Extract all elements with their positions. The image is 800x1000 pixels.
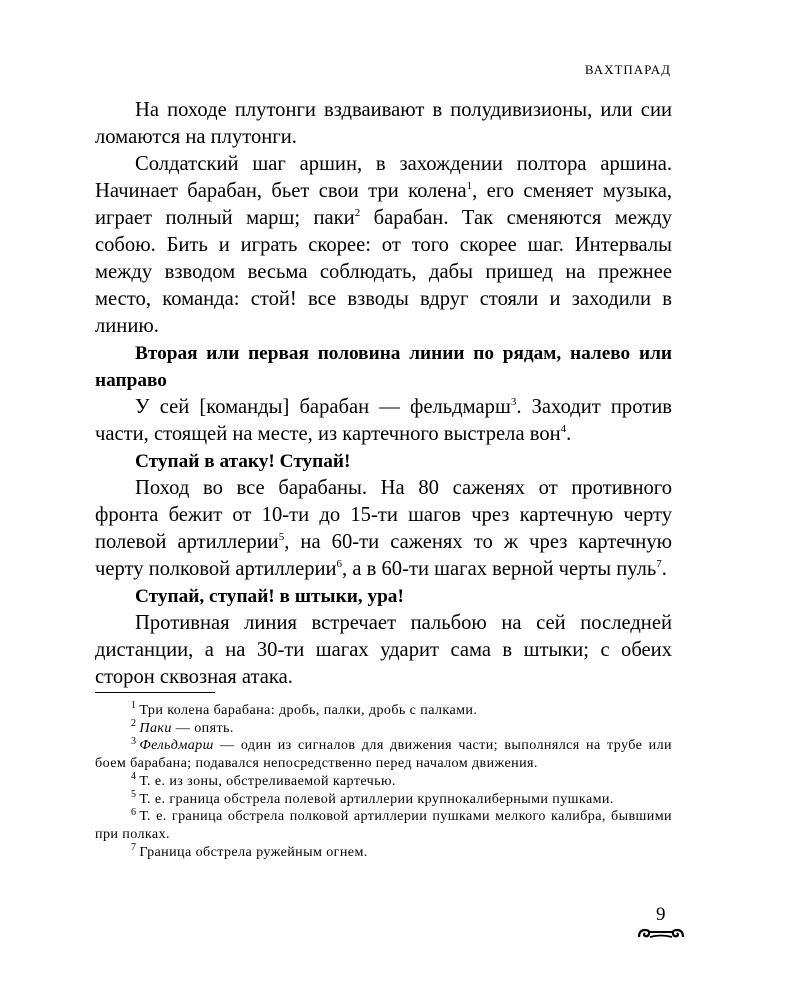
text-run: Противная линия встречает пальбою на сей последней дистанции, а на 30-ти шагах ударит сама в штыки; с обеих сторон сквозная атака. xyxy=(95,612,672,688)
text-run: На походе плутонги вздваивают в полудивизионы, или сии ломаются на плутонги. xyxy=(95,99,672,148)
main-text xyxy=(95,97,672,691)
footnote-number: 3 xyxy=(131,735,137,747)
footnote-number: 2 xyxy=(131,718,137,730)
body-paragraph xyxy=(95,97,672,151)
footnote-number: 5 xyxy=(131,788,137,800)
footnote-ref: 2 xyxy=(354,207,361,220)
footnote xyxy=(95,737,672,772)
text-run: Три колена барабана: дробь, палки, дробь с палками. xyxy=(139,702,478,718)
footnote xyxy=(95,702,672,720)
footnote xyxy=(95,788,672,809)
text-run: , его сменяет музыка, играет полный марш; паки xyxy=(95,180,672,229)
section-heading xyxy=(95,340,672,394)
italic-term: Паки xyxy=(139,719,172,736)
text-run: Поход во все барабаны. На 80 саженях от противного фронта бежит от 10-ти до 15-ти шагов чрез картечную черту полевой артиллерии xyxy=(95,477,672,553)
footnote-number: 4 xyxy=(131,771,137,783)
body-paragraph xyxy=(95,394,672,448)
text-run: Т. е. из зоны, обстреливаемой картечью. xyxy=(139,772,396,789)
footnote-ref: 7 xyxy=(656,558,662,571)
body-paragraph xyxy=(95,475,672,583)
body-paragraph xyxy=(95,610,672,691)
text-run: Солдатский шаг аршин, в захождении полтора аршина. Начинает барабан, бьет свои три колена xyxy=(95,153,672,202)
footnotes xyxy=(95,702,672,861)
text-run: . xyxy=(566,423,572,445)
footnote-number: 6 xyxy=(131,806,137,818)
text-run: Вторая или первая половина линии по рядам, налево или направо xyxy=(95,343,672,391)
footnote-number: 1 xyxy=(131,700,137,712)
running-head: ВАХТПАРАД xyxy=(584,62,671,77)
footnote xyxy=(95,808,672,843)
section-heading xyxy=(95,448,672,475)
footnote xyxy=(95,773,672,791)
text-run: барабан. Так сменяются между собою. Бить и играть скорее: от того скорее шаг. Интервалы между взводом весьма соблюдать, дабы пришед на прежнее место, команда: стой! все взводы вдруг стояли и заходили в линию. xyxy=(95,207,672,337)
footnote-ref: 4 xyxy=(560,423,567,436)
text-run: , на 60-ти саженях то ж чрез картечную черту полковой артиллерии xyxy=(95,531,672,580)
text-run: У сей [команды] барабан — фельдмарш xyxy=(135,396,511,418)
text-run: . Заходит против части, стоящей на месте, из картечного выстрела вон xyxy=(95,396,672,445)
page-number: 9 xyxy=(656,904,666,925)
footnote-ref: 5 xyxy=(278,531,285,544)
text-run: Ступай, ступай! в штыки, ура! xyxy=(135,586,404,607)
text-run: Ступай в атаку! Ступай! xyxy=(135,451,351,472)
italic-term: Фельдмарш xyxy=(139,737,214,754)
footnote-rule xyxy=(95,692,215,693)
footnote xyxy=(95,841,672,862)
footnote-ref: 6 xyxy=(336,558,343,571)
footnote-number: 7 xyxy=(131,841,137,853)
footnote xyxy=(95,720,672,738)
text-run: Т. е. граница обстрела полевой артиллерии крупнокалиберными пушками. xyxy=(139,790,614,807)
page-ornament-icon xyxy=(636,926,686,940)
footnote-ref: 3 xyxy=(510,396,517,409)
text-run: Граница обстрела ружейным огнем. xyxy=(139,843,368,860)
text-run: , а в 60-ти шагах верной черты пуль xyxy=(342,558,657,580)
text-run: . xyxy=(661,558,667,580)
text-run: — опять. xyxy=(171,719,234,736)
footnote-ref: 1 xyxy=(466,180,473,193)
text-run: — один из сигналов для движения части; выполнялся на трубе или боем барабана; подавался непосредственно перед началом движения. xyxy=(95,737,672,772)
text-run: Т. е. граница обстрела полковой артиллерии пушками мелкого калибра, бывшими при полках. xyxy=(95,808,672,842)
body-paragraph xyxy=(95,151,672,340)
section-heading xyxy=(95,583,672,610)
